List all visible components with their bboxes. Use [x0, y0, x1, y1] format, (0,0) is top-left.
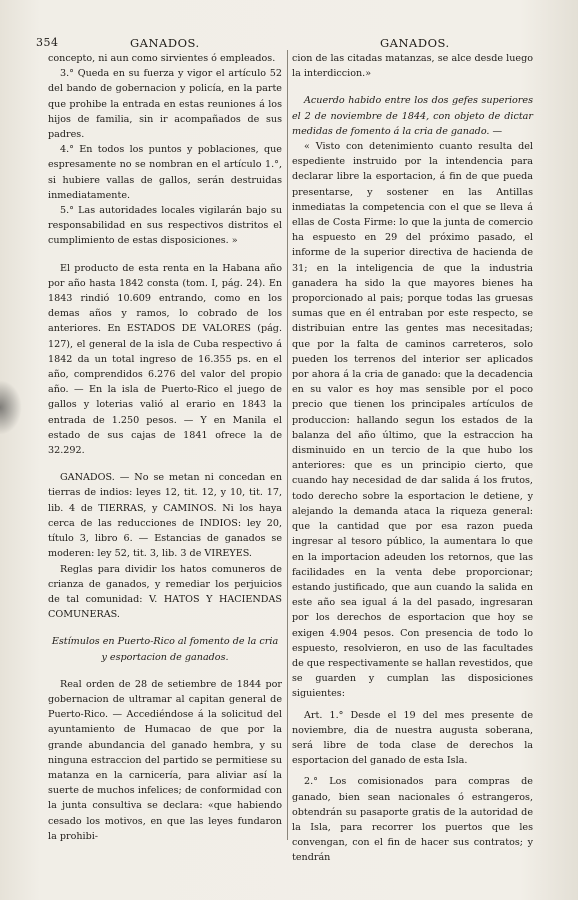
paragraph-article-2: 2.° Los comisionados para compras de ganado, bien sean nacionales ó estrangeros, obtendrán su pasaporte gratis de la autoridad de la Isla, para recorrer los puertos que les convengan, con el fin de hacer sus contratos; y tendrán — [292, 776, 533, 864]
column-divider — [287, 50, 288, 840]
paragraph-article-4: 4.° En todos los puntos y poblaciones, que espresamente no se nombran en el artículo 1.°, si hubiere vallas de gallos, serán destruidas inmediatamente. — [48, 144, 282, 201]
right-column — [292, 51, 533, 866]
paragraph-acuerdo-body: « Visto con detenimiento cuanto resulta del espediente instruido por la intendencia para declarar libre la esportacion, á fin de que pueda presentarse, y sostener en las Antillas inmediatas la competencia con el que se lleva á ellas de Costa Firme: lo que la junta de comercio ha espuesto en 29 del próximo pasado, el informe de la superior directiva de hacienda de 31; en la inteligencia de que la industria ganadera ha sido la que mayores bienes ha proporcionado al pais; porque todas las gruesas sumas que en él entraban por este respecto, se distribuian entre las gentes mas necesitadas; que por la falta de caminos carreteros, solo pueden los terrenos del interior ser aplicados por ahora á la cria de ganado: que la decadencia en su valor es hoy mas sensible por el poco precio que tienen los principales artículos de produccion: hallando segun los estados de la balanza del año último, que la estraccion ha disminuido en un tercio de la que hubo los anteriores: que es un principio cierto, que cuando hay necesidad de dar salida á los frutos, todo derecho sobre la esportacion le detiene, y alejando la demanda ataca la riqueza general: que la cantidad que por esa razon pueda ingresar al tesoro público, la aumentara lo que en la importacion adeuden los retornos, que las facilidades en la venta debe proporcionar; estando justificado, que aun cuando la salida en este año sea igual á la del pasado, ingresaran por los derechos de esportacion que hoy se exigen 4.904 pesos. Con presencia de todo lo espuesto, resolvieron, en uso de las facultades de que respectivamente se hallan revestidos, que se guarden y cumplan las disposiciones siguientes: — [292, 141, 533, 700]
section-heading: Estímulos en Puerto-Rico al fomento de la cria y esportacion de ganados. — [51, 636, 279, 663]
left-column — [48, 51, 282, 844]
paragraph-article-3: 3.° Queda en su fuerza y vigor el artículo 52 del bando de gobernacion y policía, en la parte que prohibe la entrada en estas reuniones á los hijos de familia, sin ir acompañados de sus padres. — [48, 68, 282, 141]
paragraph-article-5: 5.° Las autoridades locales vigilarán bajo su responsabilidad en sus respectivos distritos el cumplimiento de estas disposiciones. » — [48, 205, 282, 247]
paragraph-continuation-right: cion de las citadas matanzas, se alce desde luego la interdiccion.» — [292, 53, 533, 80]
page-number: 354 — [36, 36, 59, 49]
paragraph-reglas: Reglas para dividir los hatos comuneros de crianza de ganados, y remediar los perjuicios de tal comunidad: V. HATOS Y HACIENDAS COMUNERAS. — [48, 563, 282, 621]
running-head — [36, 36, 548, 52]
paragraph-acuerdo-heading: Acuerdo habido entre los dos gefes superiores el 2 de noviembre de 1844, con objeto de dictar medidas de fomento á la cria de ganado. — — [292, 95, 533, 137]
running-title-left: GANADOS. — [130, 36, 200, 50]
running-title-right: GANADOS. — [380, 36, 450, 50]
paragraph-real-orden: Real orden de 28 de setiembre de 1844 por gobernacion de ultramar al capitan general de Puerto-Rico. — Accediéndose á la solicitud del ayuntamiento de Humacao de que por la grande abundancia del ganado hembra, y su ninguna estraccion del partido se permitiese su matanza en la carnicería, para aliviar así la suerte de muchos infelices; de conformidad con la junta consultiva se declara: «que habiendo cesado los motivos, en que las leyes fundaron la prohibi- — [48, 678, 282, 842]
paragraph-article-1: Art. 1.° Desde el 19 del mes presente de noviembre, dia de nuestra augusta soberana, será libre de toda clase de derechos la esportacion del ganado de esta Isla. — [292, 709, 533, 767]
paragraph-revenue: El producto de esta renta en la Habana año por año hasta 1842 consta (tom. I, pág. 24). En 1843 rindió 10.609 entrando, como en los demas años y ramos, lo cobrado de los anteriores. En ESTADOS DE VALORES (pág. 127), el general de la isla de Cuba respectivo á 1842 da un total ingreso de 16.355 ps. en el año, comprendidos 6.276 del valor del propio año. — En la isla de Puerto-Rico el juego de gallos y loterias valió al erario en 1843 la entrada de 1.250 pesos. — Y en Manila el estado de sus cajas de 1841 ofrece la de 32.292. — [48, 262, 282, 457]
scan-shadow — [0, 380, 22, 435]
paragraph-ganados-entry: GANADOS. — No se metan ni concedan en tierras de indios: leyes 12, tit. 12, y 10, tit. 17, lib. 4 de TIERRAS, y CAMINOS. Ni los haya cerca de las reducciones de INDIOS: ley 20, título 3, libro 6. — Estancias de ganados se moderen: ley 52, tit. 3, lib. 3 de VIREYES. — [48, 472, 282, 560]
paragraph-continuation: concepto, ni aun como sirvientes ó empleados. — [48, 53, 276, 64]
